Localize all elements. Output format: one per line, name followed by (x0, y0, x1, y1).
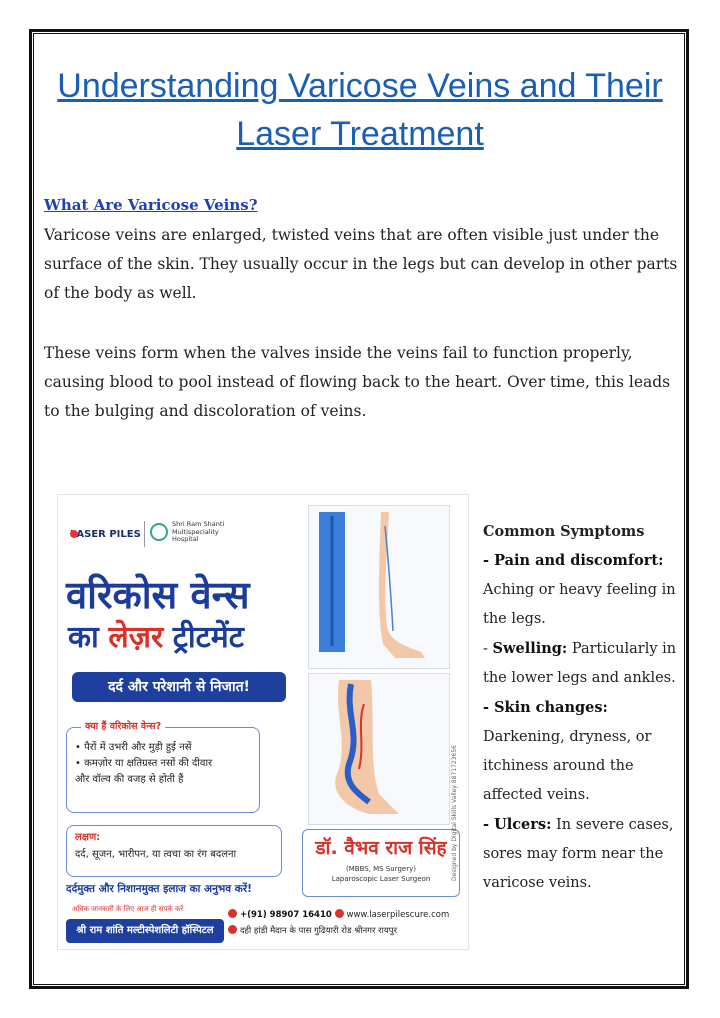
globe-icon (335, 909, 344, 918)
hospital-emblem-icon (150, 523, 168, 541)
symptom-text: In severe cases, sores may form near the varicose veins. (483, 817, 674, 891)
doctor-box (302, 829, 460, 897)
symptoms-title: Common Symptoms (483, 523, 645, 540)
logo-right-text: Shri Ram Shanti Multispeciality Hospital (172, 520, 225, 543)
varicose-leg-icon (309, 674, 449, 824)
logo-separator (144, 521, 145, 547)
footer-phone-row (228, 907, 449, 923)
what-item: और वॉल्व की वजह से होती हैं (75, 774, 184, 785)
healthy-leg-icon (309, 506, 449, 668)
symptom-label: Swelling: (492, 640, 568, 657)
paragraph-causes: These veins form when the valves inside the veins fail to function properly, causing blood to pool instead of flowing back to the heart. Over time, this leads to the bulging and discoloration of veins. (44, 344, 671, 420)
laser-piles-logo (66, 521, 140, 547)
doctor-name: डॉ. वैभव राज सिंह (315, 837, 447, 859)
footer-phone[interactable]: +(91) 98907 16410 (240, 910, 332, 920)
poster-title-treatment: ट्रीटमेंट (172, 620, 244, 655)
panel-caption-healthy (449, 657, 468, 664)
symptom-label: - Ulcers: (483, 816, 552, 833)
symptom-text: Darkening, dryness, or itchiness around the affected veins. (483, 729, 652, 803)
symptom-item (483, 546, 688, 634)
location-pin-icon (228, 925, 237, 934)
symptom-item (483, 810, 688, 898)
what-item: • पैरों में उभरी और मुड़ी हुई नसें (75, 742, 192, 753)
poster-banner: दर्द और परेशानी से निजात! (72, 672, 286, 702)
footer-hospital (66, 905, 224, 945)
doctor-degree: (MBBS, MS Surgery) (346, 865, 416, 873)
footer-contact-prompt: अधिक जानकारी के लिए आज ही संपर्क करें (72, 905, 184, 913)
symptom-text: Particularly in the lower legs and ankles. (483, 641, 677, 686)
footer-hospital-name: श्री राम शांति मल्टीस्पेशलिटी हॉस्पिटल (66, 919, 224, 943)
logo-left-text: LASER PILES (70, 528, 141, 540)
common-symptoms (483, 517, 688, 898)
footer-address: दही हांडी मैदान के पास गुढियारी रोड श्रीनगर रायपुर (240, 926, 398, 936)
symptom-prefix: - (483, 641, 493, 657)
document-title: Understanding Varicose Veins and Their Laser Treatment (57, 67, 663, 153)
footer-website[interactable]: www.laserpilescure.com (346, 910, 450, 920)
symptom-label: - Skin changes: (483, 699, 608, 716)
poster-title-line1: वरिकोस वेन्स (66, 573, 250, 617)
hospital-logo (150, 521, 232, 544)
paragraph-definition: Varicose veins are enlarged, twisted veins that are often visible just under the surface of the skin. They usually occur in the legs but can develop in other parts of the body as well. (44, 226, 678, 302)
symptom-item (483, 693, 688, 810)
symptom-text: Aching or heavy feeling in the legs. (483, 582, 676, 627)
poster-symptoms-text: दर्द, सूजन, भारीपन, या त्वचा का रंग बदलना (75, 849, 237, 860)
poster-cure-line: दर्दमुक्त और निशानमुक्त इलाज का अनुभव करें! (66, 883, 252, 895)
poster-title-laser: लेज़र (108, 620, 164, 655)
varicose-veins-poster (58, 495, 468, 949)
what-are-varicose-box (66, 721, 260, 813)
healthy-veins-illustration (308, 505, 450, 669)
poster-symptoms-label: लक्षण: (75, 832, 101, 843)
poster-title-line2 (68, 620, 244, 656)
poster-symptoms-box (66, 825, 282, 877)
footer-address-row (228, 923, 449, 939)
what-item: • कमज़ोर या क्षतिग्रस्त नसों की दीवार (75, 758, 213, 769)
section-heading[interactable]: What Are Varicose Veins? (44, 196, 258, 214)
footer-contact (228, 907, 449, 939)
poster-footer (58, 901, 468, 949)
poster-title-ka: का (68, 620, 99, 655)
doctor-title: Laparoscopic Laser Surgeon (331, 875, 431, 883)
symptom-item (483, 634, 688, 693)
what-label: क्या हैं वरिकोस वेन्स? (81, 719, 165, 732)
designer-credit: Designed by Digital Skills Valley 8871723656 (451, 745, 458, 882)
varicose-veins-illustration (308, 673, 450, 825)
symptom-label: - Pain and discomfort: (483, 552, 664, 569)
what-list (75, 740, 257, 788)
phone-icon (228, 909, 237, 918)
doctor-credentials (303, 864, 459, 884)
